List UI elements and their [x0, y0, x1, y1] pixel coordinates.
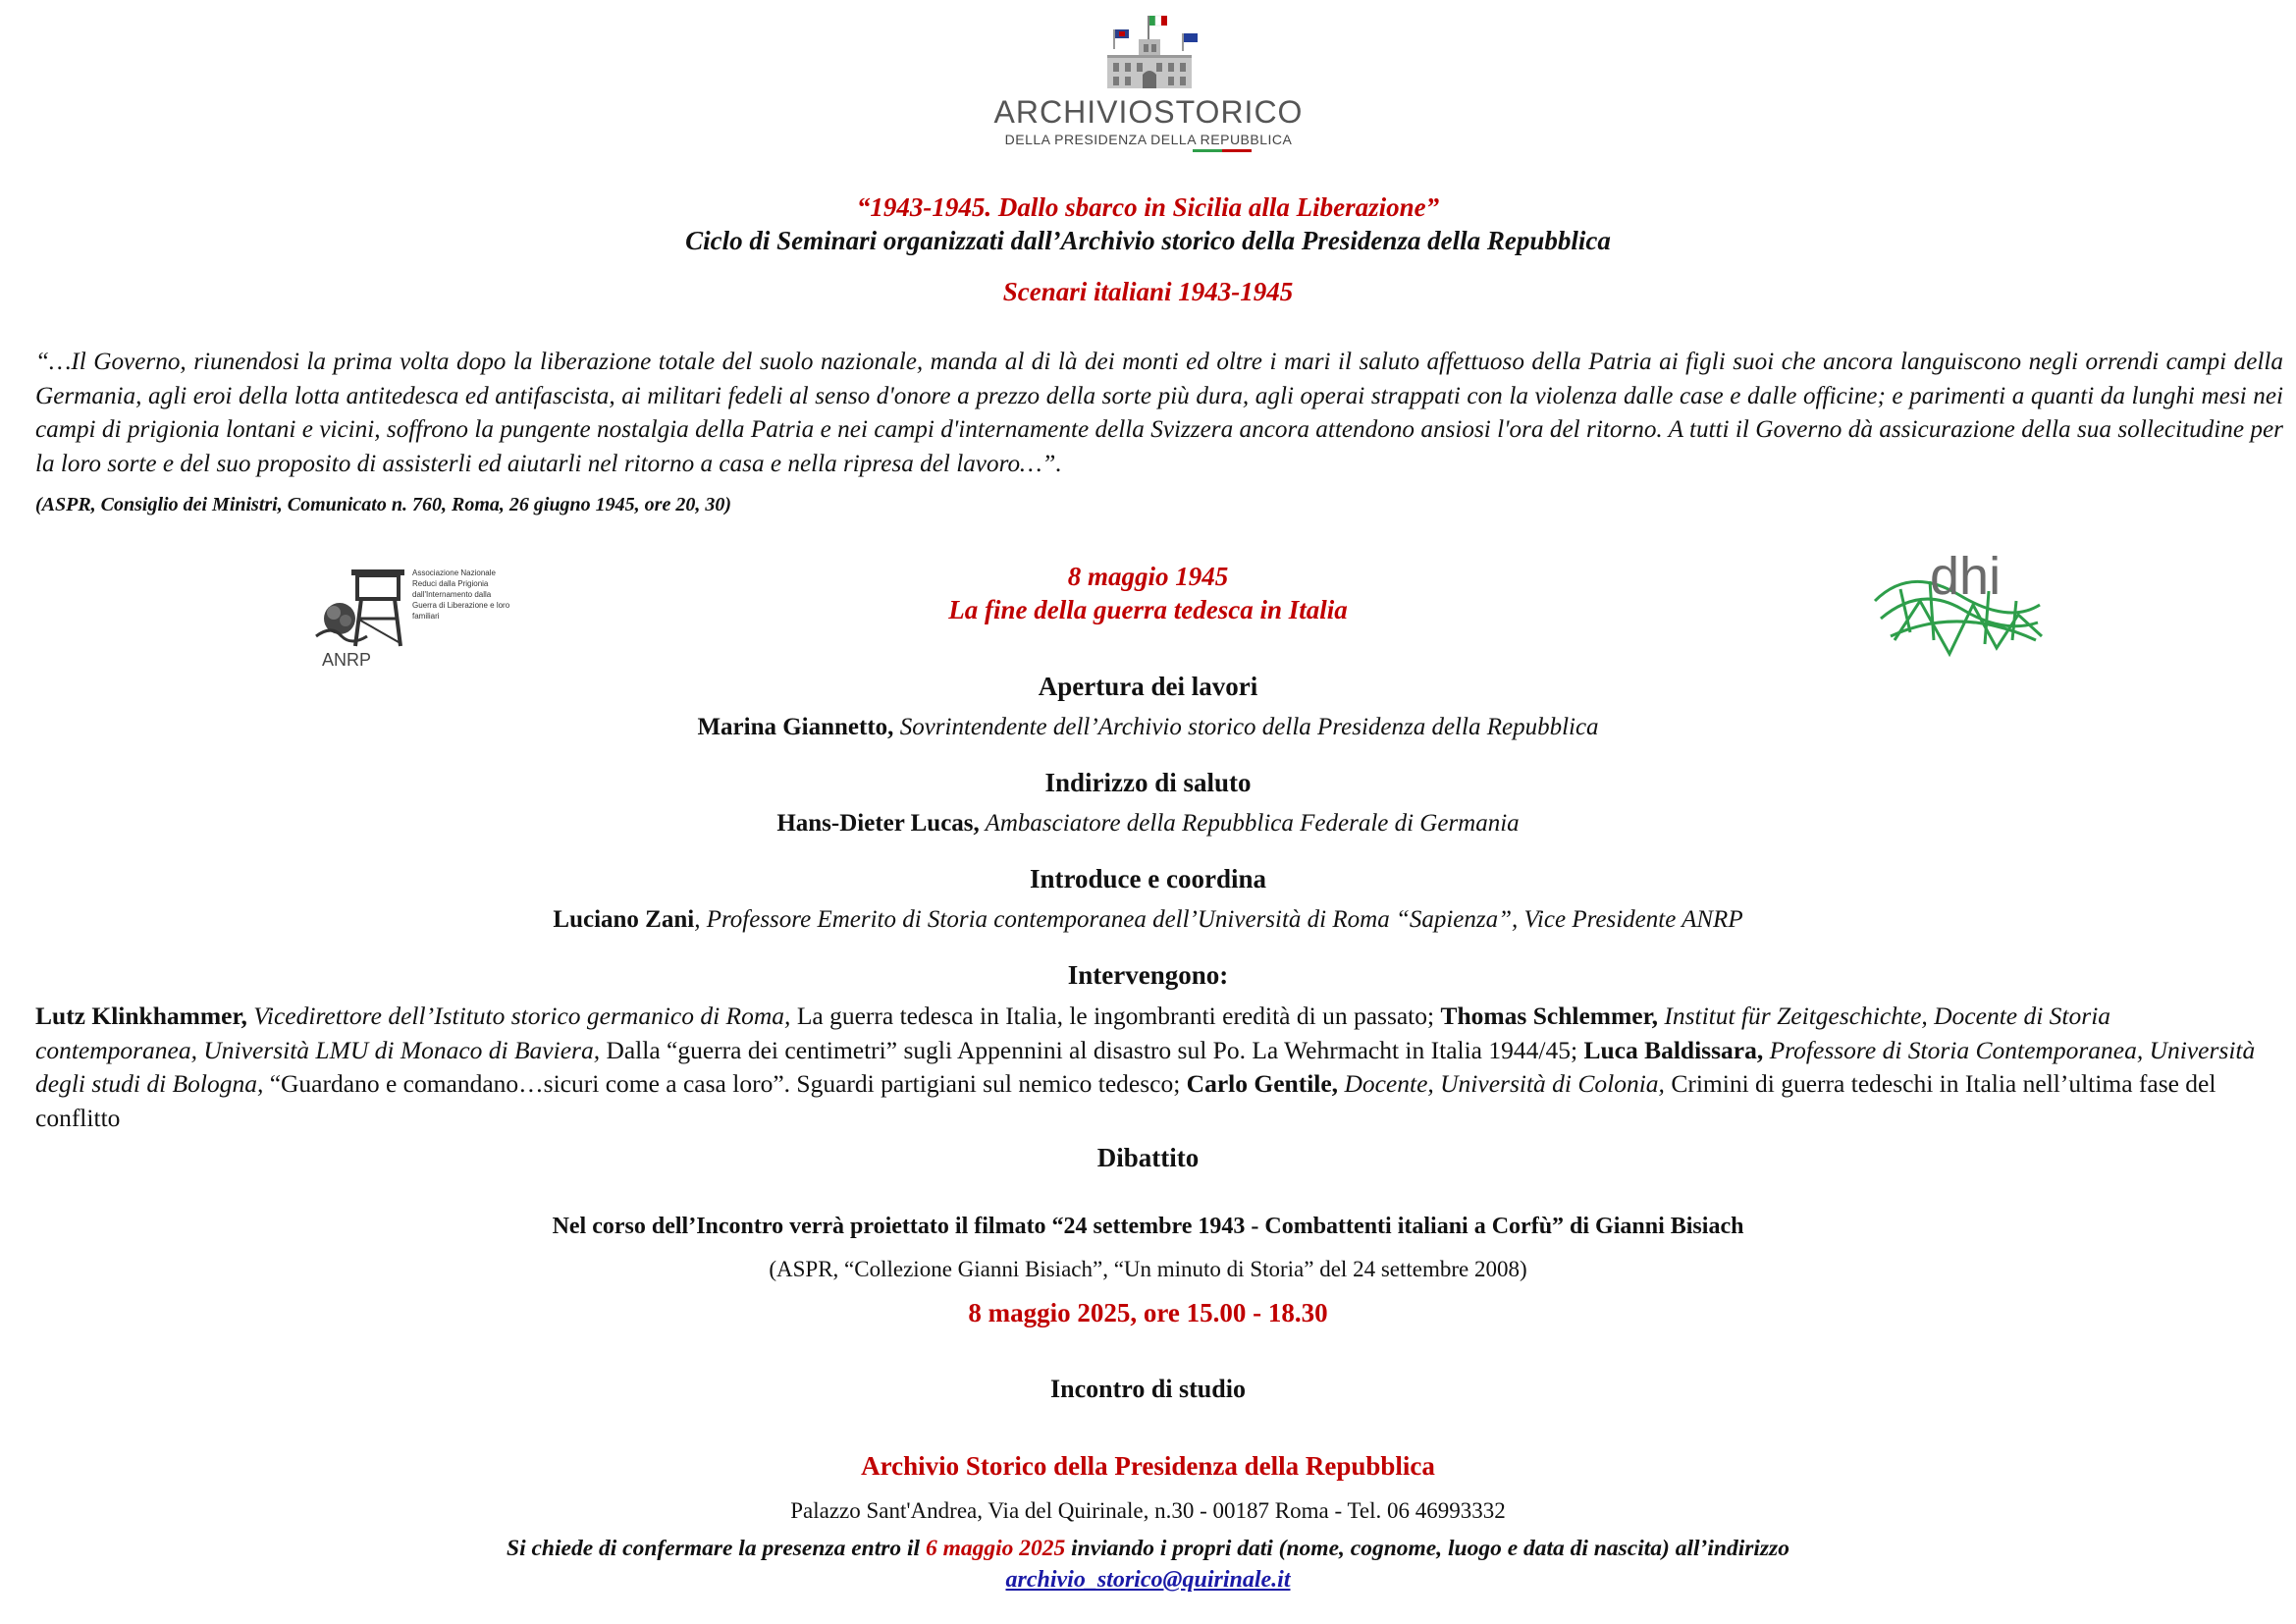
email-line — [0, 1567, 2296, 1594]
speaker-talk: “Guardano e comandano…sicuri come a casa loro”. Sguardi partigiani sul nemico tedesco; — [263, 1069, 1187, 1098]
anrp-description: Associazione Nazionale Reduci dalla Prigionia dall'Internamento dalla Guerra di Liberazione e loro familiari — [412, 568, 510, 621]
speaker-role: Docente, Università di Colonia, — [1338, 1069, 1665, 1098]
speaker-name: Thomas Schlemmer, — [1440, 1001, 1658, 1030]
dhi-wordmark: dhi — [1930, 547, 2002, 606]
speaker-name: Lutz Klinkhammer, — [35, 1001, 247, 1030]
series-title: “1943-1945. Dallo sbarco in Sicilia alla Liberazione” — [856, 192, 1440, 222]
logo-green-bar — [1193, 149, 1222, 152]
greeting-speaker — [0, 810, 2296, 838]
speaker-role: Professore di Storia Contemporanea, Università degli studi di Bologna, — [35, 1035, 2256, 1098]
intro-speaker — [0, 906, 2296, 934]
email-link[interactable]: archivio_storico@quirinale.it — [1005, 1567, 1291, 1593]
rsvp-instructions — [0, 1536, 2296, 1562]
speaker-talk: La guerra tedesca in Italia, le ingombranti eredità di un passato; — [790, 1001, 1441, 1030]
debate-heading: Dibattito — [1096, 1143, 1200, 1172]
speaker-role: Institut für Zeitgeschichte, Docente di Storia contemporanea, Università LMU di Monaco di Baviera, — [35, 1001, 2111, 1064]
greeting-heading: Indirizzo di saluto — [1044, 768, 1252, 797]
opening-speaker-name: Marina Giannetto, — [697, 714, 894, 740]
opening-speaker — [0, 714, 2296, 741]
logo-subtitle: DELLA PRESIDENZA DELLA REPUBBLICA — [1004, 132, 1293, 147]
speaker-name: Carlo Gentile, — [1186, 1069, 1339, 1098]
logo-red-bar — [1222, 149, 1252, 152]
rsvp-text-before: Si chiede di confermare la presenza entro il — [507, 1536, 926, 1561]
speaker-talk: Crimini di guerra tedeschi in Italia nell’ultima fase del conflitto — [35, 1069, 2216, 1132]
speakers-heading: Intervengono: — [1067, 960, 1229, 990]
speakers-paragraph — [35, 1000, 2264, 1135]
cycle-title: Ciclo di Seminari organizzati dall’Archivio storico della Presidenza della Repubblica — [685, 226, 1611, 255]
event-datetime: 8 maggio 2025, ore 15.00 - 18.30 — [968, 1298, 1328, 1327]
intro-speaker-role: , Professore Emerito di Storia contemporanea dell’Università di Roma “Sapienza”, Vice Presidente ANRP — [694, 906, 1743, 933]
quirinale-palace-icon — [991, 12, 1306, 94]
rsvp-text-after: inviando i propri dati (nome, cognome, luogo e data di nascita) all’indirizzo — [1065, 1536, 1789, 1561]
speaker-role: Vicedirettore dell’Istituto storico germanico di Roma, — [246, 1001, 791, 1030]
intro-speaker-name: Luciano Zani — [553, 906, 695, 933]
greeting-speaker-role: Ambasciatore della Repubblica Federale di Germania — [979, 810, 1520, 837]
anrp-label: ANRP — [322, 650, 372, 670]
quote-source: (ASPR, Consiglio dei Ministri, Comunicato n. 760, Roma, 26 giugno 1945, ore 20, 30) — [35, 494, 732, 515]
speaker-name: Luca Baldissara, — [1583, 1035, 1764, 1064]
logo-wordmark: ARCHIVIOSTORICO — [993, 94, 1304, 130]
seminar-subtitle: Scenari italiani 1943-1945 — [1002, 277, 1294, 306]
meeting-type: Incontro di studio — [1050, 1375, 1246, 1403]
intro-heading: Introduce e coordina — [1030, 864, 1266, 893]
film-announcement: Nel corso dell’Incontro verrà proiettato il filmato “24 settembre 1943 - Combattenti italiani a Corfù” di Gianni Bisiach — [552, 1214, 1744, 1239]
archivio-storico-logo — [991, 12, 1306, 149]
opening-speaker-role: Sovrintendente dell’Archivio storico della Presidenza della Repubblica — [893, 714, 1599, 740]
film-source: (ASPR, “Collezione Gianni Bisiach”, “Un minuto di Storia” del 24 settembre 2008) — [769, 1257, 1527, 1281]
venue-name: Archivio Storico della Presidenza della Repubblica — [861, 1451, 1435, 1481]
opening-heading: Apertura dei lavori — [1038, 672, 1258, 701]
venue-address: Palazzo Sant'Andrea, Via del Quirinale, n.30 - 00187 Roma - Tel. 06 46993332 — [790, 1498, 1506, 1523]
speaker-talk: Dalla “guerra dei centimetri” sugli Appennini al disastro sul Po. La Wehrmacht in Italia 1944/45; — [600, 1035, 1584, 1064]
historical-quote: “…Il Governo, riunendosi la prima volta dopo la liberazione totale del suolo nazionale, manda al di là dei monti ed oltre i mari il saluto affettuoso della Patria ai figli suoi che ancora languiscono negli orrendi campi della Germania, agli eroi della lotta antitedesca ed antifascista, ai militari fedeli al senso d'onore a prezzo della sorte più dura, agli operai strappati con la violenza dalle case e dalle officine; e parimenti a quanti da lunghi mesi nei campi di prigionia lontani e vicini, soffrono la pungente nostalgia della Patria e nei campi d'internamente della Svizzera ancora attendono ansiosi l'ora del ritorno. A tutti il Governo dà assicurazione della sua sollecitudine per la loro sorte e del suo proposito di assisterli ed aiutarli nel ritorno a casa e nella ripresa del lavoro…”. — [35, 349, 2283, 477]
event-title: La fine della guerra tedesca in Italia — [948, 595, 1348, 624]
greeting-speaker-name: Hans-Dieter Lucas, — [776, 810, 980, 837]
event-date: 8 maggio 1945 — [1067, 562, 1229, 591]
rsvp-deadline: 6 maggio 2025 — [925, 1536, 1066, 1561]
